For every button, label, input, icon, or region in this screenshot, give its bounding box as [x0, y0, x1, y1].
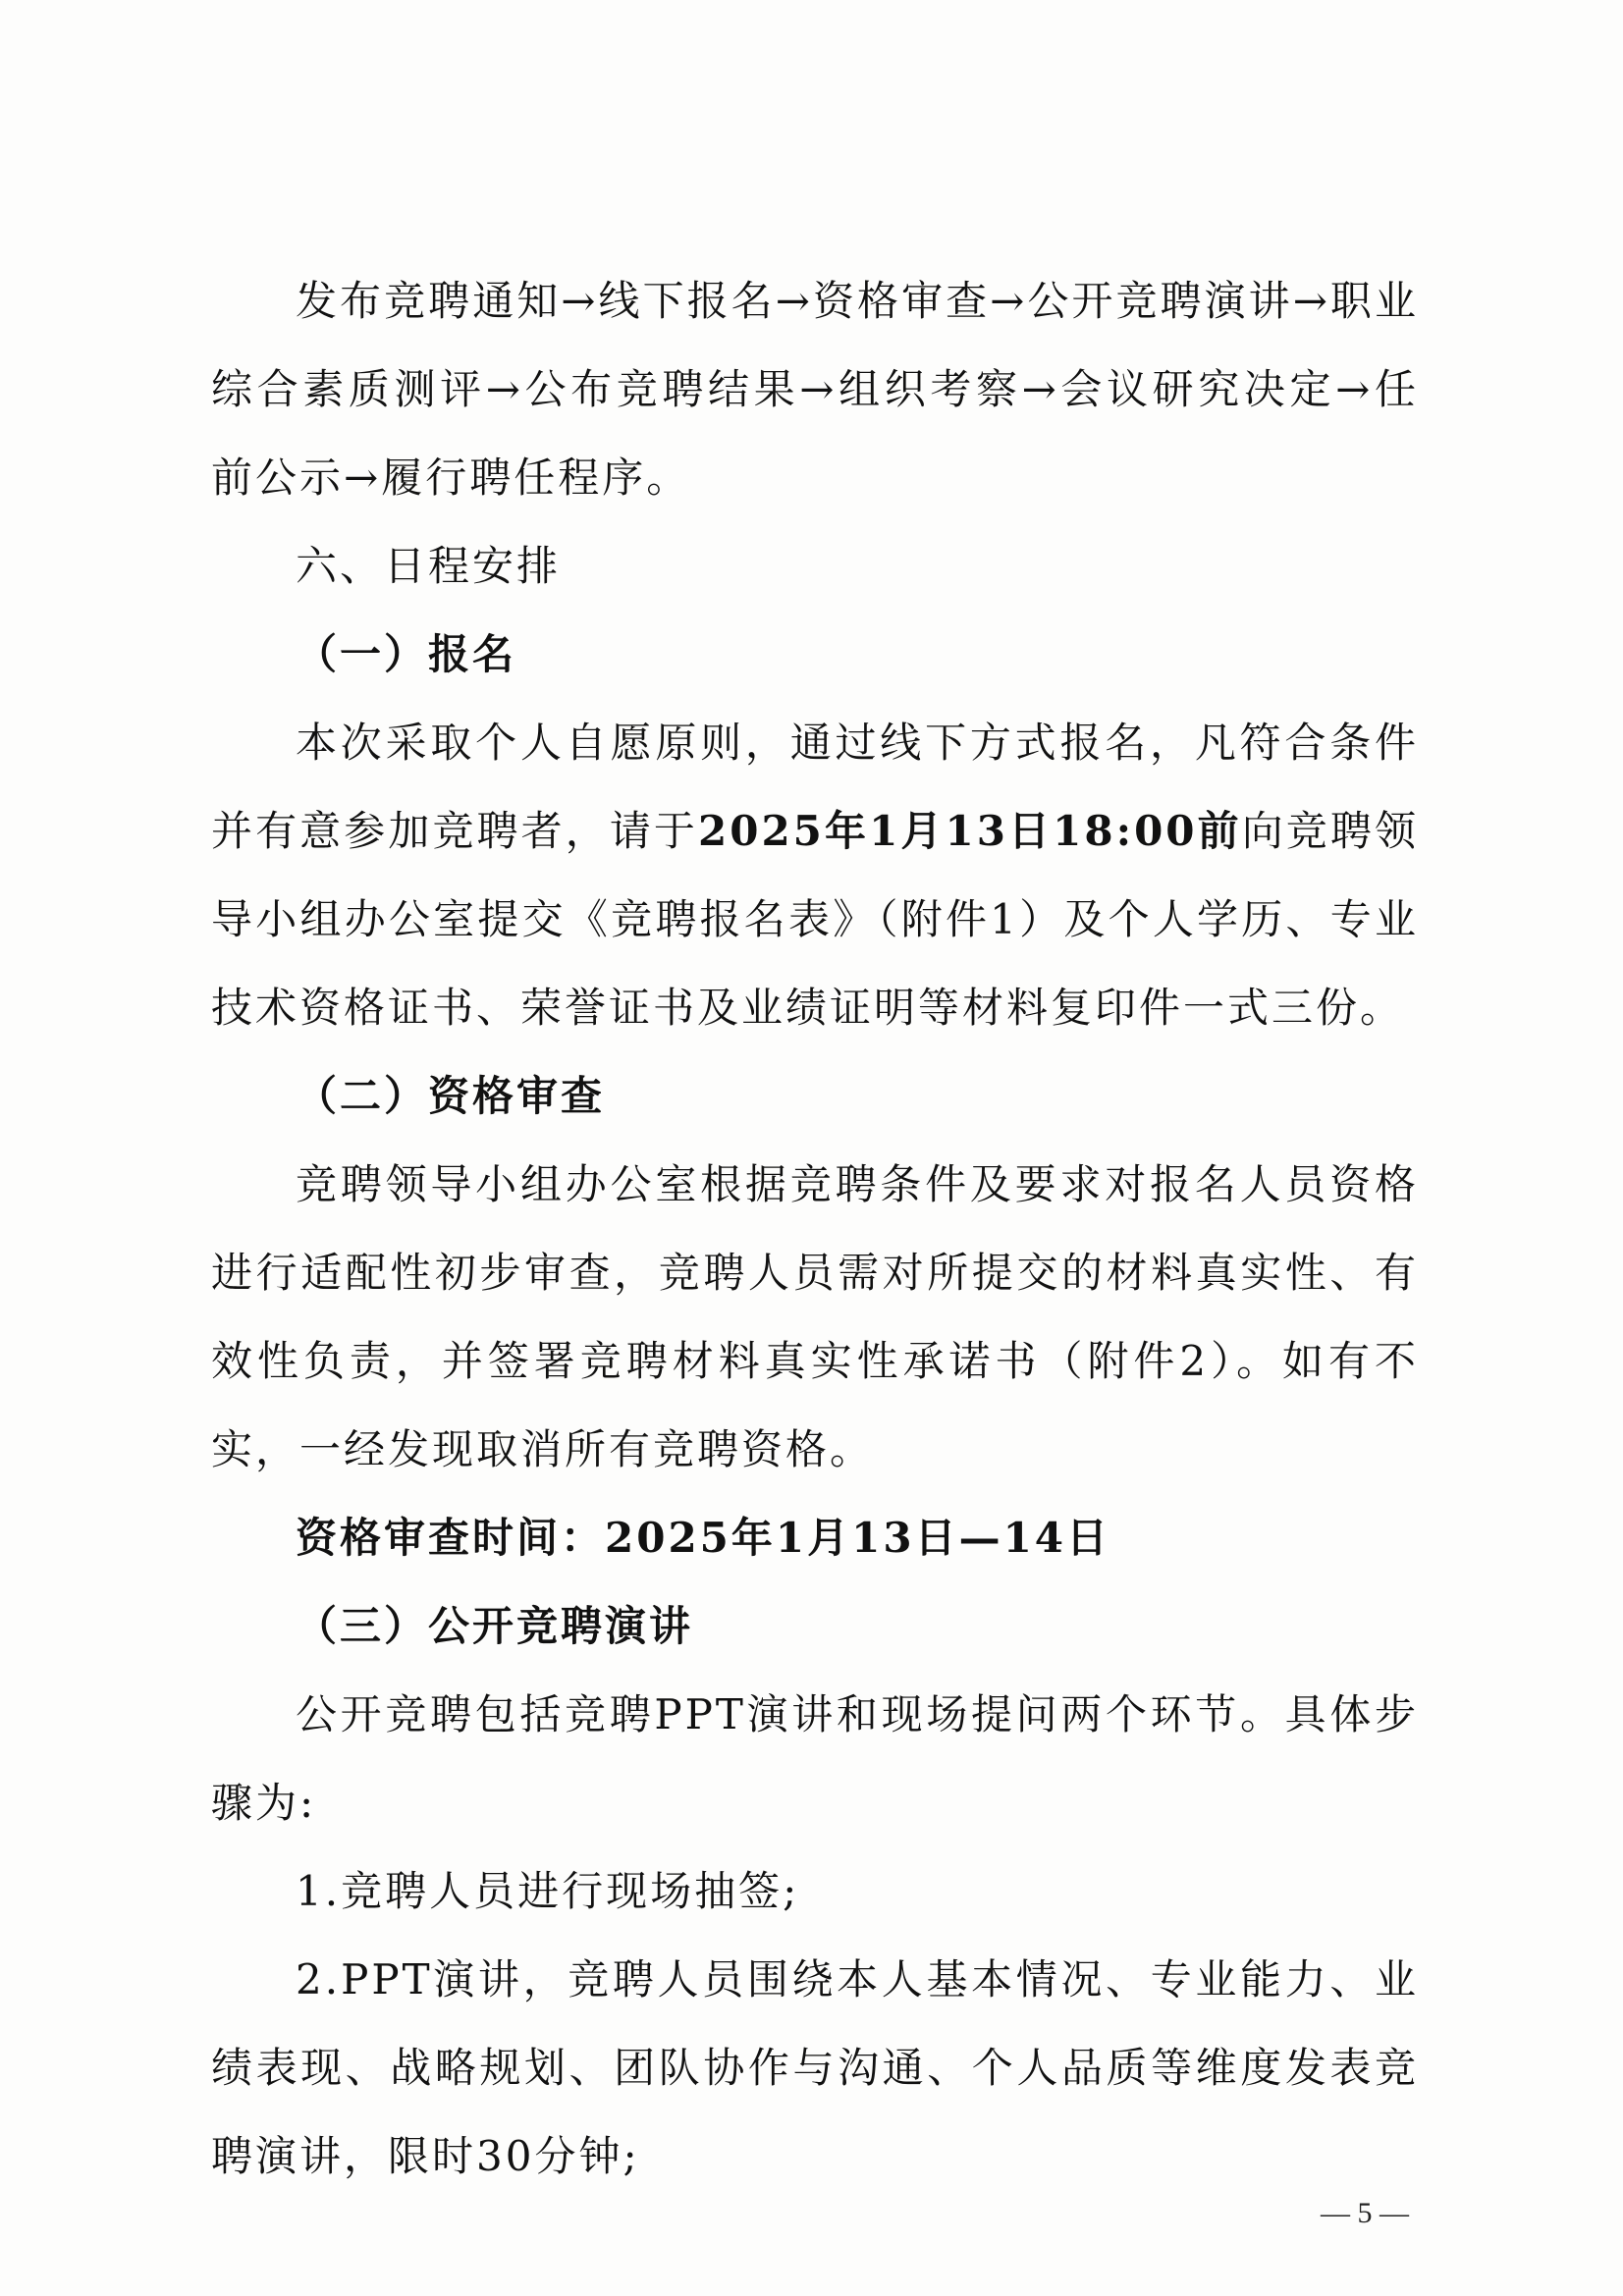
section-6-heading: 六、日程安排 — [296, 542, 562, 590]
document-body — [211, 257, 1419, 2201]
step-1: 1.竞聘人员进行现场抽签; — [296, 1867, 800, 1915]
registration-deadline: 2025年1月13日18:00前 — [698, 807, 1242, 855]
page-number: — 5 — — [1321, 2197, 1409, 2229]
registration-text-a: 本次采取个人自愿原则，通过线下方式报名，凡符合条件并有意参加竞聘者，请于 — [211, 719, 1419, 855]
subsection-3-heading: （三）公开竞聘演讲 — [296, 1602, 694, 1650]
step-2: 2.PPT演讲，竞聘人员围绕本人基本情况、专业能力、业绩表现、战略规划、团队协作与沟通、个人品质等维度发表竞聘演讲，限时30分钟; — [211, 1955, 1419, 2180]
review-time: 资格审查时间：2025年1月13日—14日 — [296, 1514, 1111, 1562]
process-paragraph: 发布竞聘通知→线下报名→资格审查→公开竞聘演讲→职业综合素质测评→公布竞聘结果→组织考察→会议研究决定→任前公示→履行聘任程序。 — [211, 277, 1419, 502]
speech-paragraph: 公开竞聘包括竞聘PPT演讲和现场提问两个环节。具体步骤为: — [211, 1690, 1419, 1827]
registration-text-b: 向竞聘领导小组办公室提交《竞聘报名表》（附件1）及个人学历、专业技术资格证书、荣誉证书及业绩证明等材料复印件一式三份。 — [211, 807, 1419, 1032]
subsection-2-heading: （二）资格审查 — [296, 1072, 606, 1120]
subsection-1-heading: （一）报名 — [296, 630, 517, 678]
registration-paragraph — [211, 699, 1419, 1052]
review-paragraph: 竞聘领导小组办公室根据竞聘条件及要求对报名人员资格进行适配性初步审查，竞聘人员需对所提交的材料真实性、有效性负责，并签署竞聘材料真实性承诺书（附件2）。如有不实，一经发现取消所有竞聘资格。 — [211, 1160, 1419, 1473]
